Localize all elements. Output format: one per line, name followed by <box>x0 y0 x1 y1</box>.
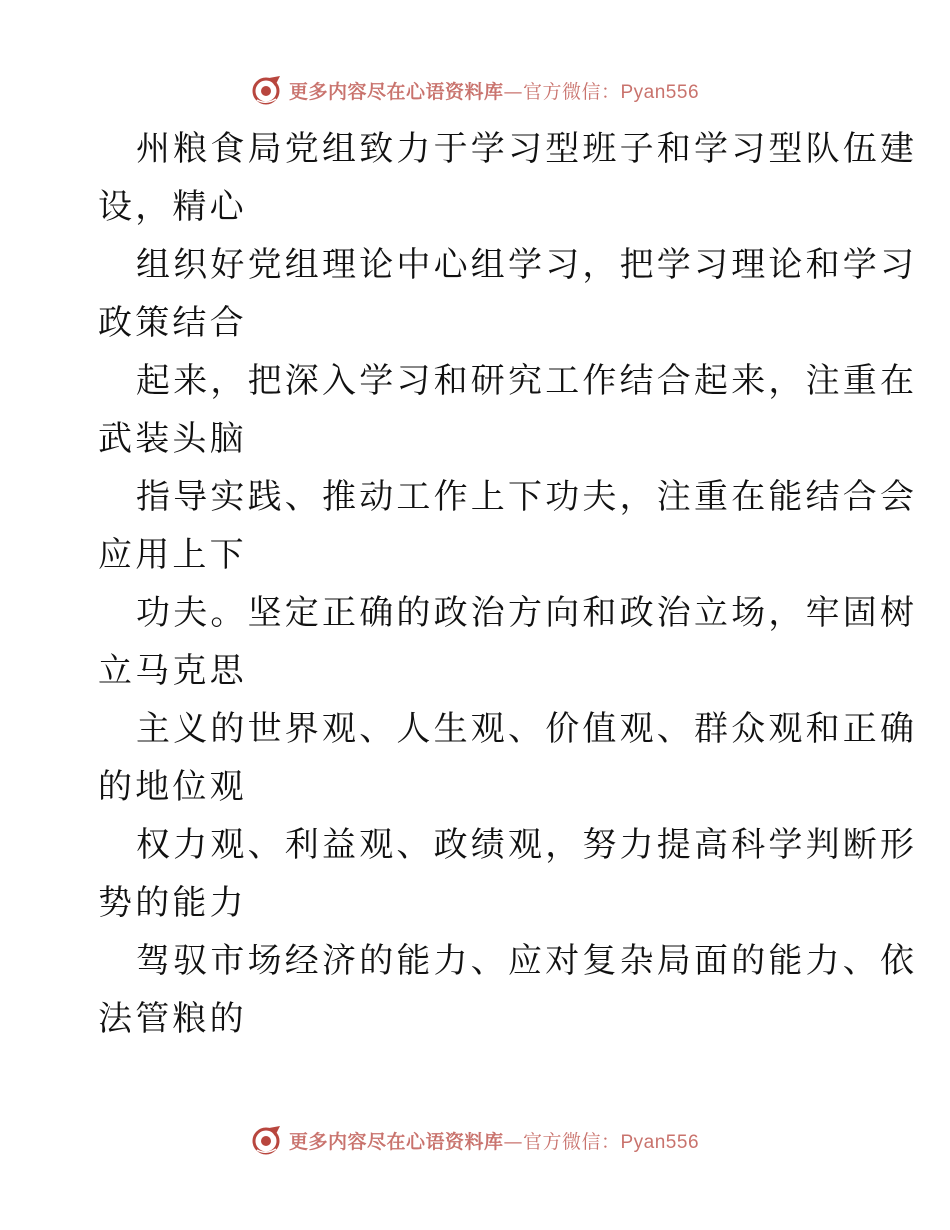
document-body <box>98 120 918 1048</box>
footer-wechat-label: 官方微信： <box>522 1130 621 1153</box>
header-wechat-id: Pyan556 <box>620 81 700 103</box>
paragraph-line: 组织好党组理论中心组学习，把学习理论和学习 <box>136 245 918 285</box>
header-text <box>289 77 699 104</box>
paragraph-line: 应用上下 <box>98 535 247 575</box>
paragraph <box>98 584 918 700</box>
paragraph-line: 设，精心 <box>98 187 247 227</box>
logo-icon <box>251 1124 283 1156</box>
footer-wechat-id: Pyan556 <box>620 1131 700 1153</box>
header-banner <box>0 70 950 110</box>
paragraph <box>98 236 918 352</box>
paragraph <box>98 700 918 816</box>
logo-icon <box>251 74 283 106</box>
paragraph <box>98 468 918 584</box>
header-wechat-label: 官方微信： <box>522 80 621 103</box>
paragraph-line: 州粮食局党组致力于学习型班子和学习型队伍建 <box>136 129 918 169</box>
paragraph <box>98 352 918 468</box>
paragraph-line: 起来，把深入学习和研究工作结合起来，注重在 <box>136 361 918 401</box>
paragraph-line: 权力观、利益观、政绩观，努力提高科学判断形 <box>136 825 918 865</box>
header-separator: — <box>503 80 523 103</box>
paragraph <box>98 120 918 236</box>
paragraph-line: 政策结合 <box>98 303 247 343</box>
footer-text <box>289 1127 699 1154</box>
paragraph-line: 法管粮的 <box>98 999 247 1039</box>
footer-banner <box>0 1120 950 1160</box>
header-site-name: 更多内容尽在心语资料库 <box>288 80 504 103</box>
footer-separator: — <box>503 1130 523 1153</box>
paragraph-line: 指导实践、推动工作上下功夫，注重在能结合会 <box>136 477 918 517</box>
paragraph-line: 立马克思 <box>98 651 247 691</box>
paragraph <box>98 932 918 1048</box>
paragraph-line: 驾驭市场经济的能力、应对复杂局面的能力、依 <box>136 941 918 981</box>
paragraph-line: 主义的世界观、人生观、价值观、群众观和正确 <box>136 709 918 749</box>
paragraph <box>98 816 918 932</box>
paragraph-line: 势的能力 <box>98 883 247 923</box>
paragraph-line: 功夫。坚定正确的政治方向和政治立场，牢固树 <box>136 593 918 633</box>
paragraph-line: 的地位观 <box>98 767 247 807</box>
footer-site-name: 更多内容尽在心语资料库 <box>288 1130 504 1153</box>
paragraph-line: 武装头脑 <box>98 419 247 459</box>
